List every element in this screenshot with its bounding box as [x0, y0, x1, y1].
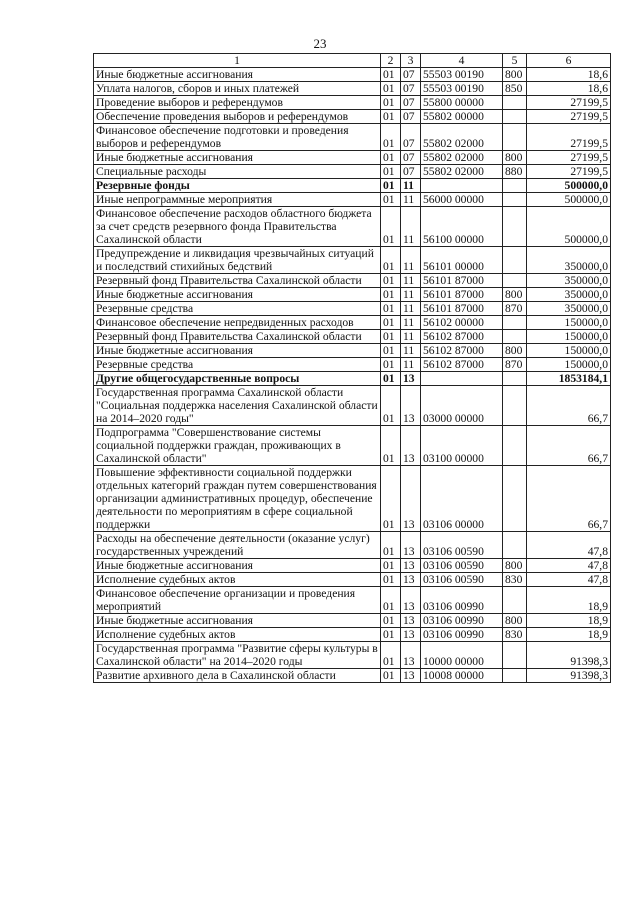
amount-cell: 47,8: [527, 573, 611, 587]
target-article-cell: 56102 87000: [421, 330, 503, 344]
subsection-code-cell: 11: [401, 316, 421, 330]
row-name-cell: Проведение выборов и референдумов: [94, 96, 381, 110]
table-row: [94, 82, 611, 96]
row-name-cell: Повышение эффективности социальной поддержки отдельных категорий граждан путем совершенствования организации административных процедур, обеспечение деятельности по мероприятиям в сфере социальной поддержки: [94, 466, 381, 532]
amount-cell: 350000,0: [527, 288, 611, 302]
expense-type-cell: [503, 466, 527, 532]
section-code-cell: 01: [381, 110, 401, 124]
row-name-cell: Финансовое обеспечение расходов областного бюджета за счет средств резервного фонда Правительства Сахалинской области: [94, 207, 381, 247]
section-code-cell: 01: [381, 669, 401, 683]
subsection-code-cell: 07: [401, 68, 421, 82]
amount-cell: 150000,0: [527, 344, 611, 358]
row-name-cell: Расходы на обеспечение деятельности (оказание услуг) государственных учреждений: [94, 532, 381, 559]
row-name-cell: Обеспечение проведения выборов и референдумов: [94, 110, 381, 124]
column-header: 1: [94, 54, 381, 68]
row-name-cell: Исполнение судебных актов: [94, 628, 381, 642]
table-row: [94, 614, 611, 628]
expense-type-cell: [503, 587, 527, 614]
budget-table: [93, 53, 611, 683]
target-article-cell: 03106 00590: [421, 573, 503, 587]
section-code-cell: 01: [381, 426, 401, 466]
amount-cell: 18,6: [527, 68, 611, 82]
table-row: [94, 628, 611, 642]
table-row: [94, 573, 611, 587]
table-row: [94, 344, 611, 358]
target-article-cell: [421, 179, 503, 193]
target-article-cell: 03100 00000: [421, 426, 503, 466]
target-article-cell: 03106 00990: [421, 628, 503, 642]
row-name-cell: Иные непрограммные мероприятия: [94, 193, 381, 207]
subsection-code-cell: 13: [401, 573, 421, 587]
row-name-cell: Предупреждение и ликвидация чрезвычайных ситуаций и последствий стихийных бедствий: [94, 247, 381, 274]
amount-cell: 66,7: [527, 426, 611, 466]
table-row: [94, 642, 611, 669]
row-name-cell: Иные бюджетные ассигнования: [94, 288, 381, 302]
row-name-cell: Резервные фонды: [94, 179, 381, 193]
amount-cell: 66,7: [527, 466, 611, 532]
subsection-code-cell: 11: [401, 179, 421, 193]
table-row: [94, 124, 611, 151]
expense-type-cell: [503, 179, 527, 193]
amount-cell: 350000,0: [527, 302, 611, 316]
column-header: 4: [421, 54, 503, 68]
subsection-code-cell: 11: [401, 358, 421, 372]
table-row: [94, 247, 611, 274]
target-article-cell: 10008 00000: [421, 669, 503, 683]
row-name-cell: Резервные средства: [94, 358, 381, 372]
table-row: [94, 165, 611, 179]
table-row: [94, 466, 611, 532]
table-row: [94, 669, 611, 683]
expense-type-cell: 800: [503, 151, 527, 165]
column-header: 3: [401, 54, 421, 68]
row-name-cell: Уплата налогов, сборов и иных платежей: [94, 82, 381, 96]
expense-type-cell: [503, 207, 527, 247]
row-name-cell: Резервный фонд Правительства Сахалинской области: [94, 274, 381, 288]
subsection-code-cell: 07: [401, 96, 421, 110]
amount-cell: 18,9: [527, 587, 611, 614]
expense-type-cell: 800: [503, 614, 527, 628]
subsection-code-cell: 11: [401, 193, 421, 207]
row-name-cell: Иные бюджетные ассигнования: [94, 559, 381, 573]
subsection-code-cell: 13: [401, 642, 421, 669]
table-row: [94, 274, 611, 288]
expense-type-cell: 800: [503, 288, 527, 302]
subsection-code-cell: 11: [401, 330, 421, 344]
expense-type-cell: [503, 110, 527, 124]
section-code-cell: 01: [381, 165, 401, 179]
section-code-cell: 01: [381, 124, 401, 151]
subsection-code-cell: 11: [401, 247, 421, 274]
expense-type-cell: 800: [503, 68, 527, 82]
row-name-cell: Резервный фонд Правительства Сахалинской области: [94, 330, 381, 344]
table-row: [94, 587, 611, 614]
target-article-cell: 56101 87000: [421, 302, 503, 316]
table-row: [94, 288, 611, 302]
row-name-cell: Государственная программа Сахалинской области "Социальная поддержка населения Сахалинской области на 2014–2020 годы": [94, 386, 381, 426]
amount-cell: 150000,0: [527, 316, 611, 330]
amount-cell: 18,9: [527, 614, 611, 628]
section-code-cell: 01: [381, 628, 401, 642]
subsection-code-cell: 11: [401, 344, 421, 358]
section-code-cell: 01: [381, 96, 401, 110]
subsection-code-cell: 11: [401, 207, 421, 247]
table-row: [94, 426, 611, 466]
amount-cell: 500000,0: [527, 207, 611, 247]
column-header: 6: [527, 54, 611, 68]
section-code-cell: 01: [381, 573, 401, 587]
section-code-cell: 01: [381, 151, 401, 165]
amount-cell: 66,7: [527, 386, 611, 426]
amount-cell: 27199,5: [527, 151, 611, 165]
expense-type-cell: [503, 330, 527, 344]
table-row: [94, 207, 611, 247]
target-article-cell: 55802 02000: [421, 165, 503, 179]
expense-type-cell: 850: [503, 82, 527, 96]
target-article-cell: 56102 00000: [421, 316, 503, 330]
expense-type-cell: [503, 532, 527, 559]
expense-type-cell: [503, 642, 527, 669]
expense-type-cell: [503, 274, 527, 288]
table-row: [94, 96, 611, 110]
section-code-cell: 01: [381, 372, 401, 386]
target-article-cell: 56102 87000: [421, 358, 503, 372]
amount-cell: 500000,0: [527, 179, 611, 193]
row-name-cell: Другие общегосударственные вопросы: [94, 372, 381, 386]
target-article-cell: 55802 02000: [421, 124, 503, 151]
subsection-code-cell: 13: [401, 372, 421, 386]
section-code-cell: 01: [381, 466, 401, 532]
row-name-cell: Иные бюджетные ассигнования: [94, 344, 381, 358]
subsection-code-cell: 11: [401, 288, 421, 302]
target-article-cell: 55800 00000: [421, 96, 503, 110]
section-code-cell: 01: [381, 614, 401, 628]
section-code-cell: 01: [381, 193, 401, 207]
section-code-cell: 01: [381, 82, 401, 96]
target-article-cell: 55503 00190: [421, 82, 503, 96]
amount-cell: 500000,0: [527, 193, 611, 207]
expense-type-cell: [503, 386, 527, 426]
subsection-code-cell: 13: [401, 386, 421, 426]
table-row: [94, 316, 611, 330]
subsection-code-cell: 13: [401, 669, 421, 683]
column-header: 5: [503, 54, 527, 68]
section-code-cell: 01: [381, 247, 401, 274]
target-article-cell: 03106 00990: [421, 614, 503, 628]
expense-type-cell: [503, 193, 527, 207]
amount-cell: 47,8: [527, 532, 611, 559]
subsection-code-cell: 07: [401, 165, 421, 179]
amount-cell: 350000,0: [527, 274, 611, 288]
expense-type-cell: [503, 316, 527, 330]
column-header: 2: [381, 54, 401, 68]
table-row: [94, 358, 611, 372]
row-name-cell: Иные бюджетные ассигнования: [94, 68, 381, 82]
row-name-cell: Исполнение судебных актов: [94, 573, 381, 587]
expense-type-cell: [503, 372, 527, 386]
amount-cell: 18,6: [527, 82, 611, 96]
subsection-code-cell: 13: [401, 614, 421, 628]
target-article-cell: 55503 00190: [421, 68, 503, 82]
table-row: [94, 302, 611, 316]
expense-type-cell: [503, 96, 527, 110]
target-article-cell: 56101 00000: [421, 247, 503, 274]
page-number: 23: [313, 36, 327, 51]
amount-cell: 47,8: [527, 559, 611, 573]
target-article-cell: 03106 00590: [421, 559, 503, 573]
amount-cell: 91398,3: [527, 642, 611, 669]
subsection-code-cell: 07: [401, 124, 421, 151]
section-code-cell: 01: [381, 386, 401, 426]
section-code-cell: 01: [381, 274, 401, 288]
target-article-cell: 56000 00000: [421, 193, 503, 207]
section-code-cell: 01: [381, 642, 401, 669]
amount-cell: 1853184,1: [527, 372, 611, 386]
subsection-code-cell: 13: [401, 559, 421, 573]
target-article-cell: [421, 372, 503, 386]
target-article-cell: 55802 02000: [421, 151, 503, 165]
subsection-code-cell: 07: [401, 151, 421, 165]
expense-type-cell: 830: [503, 628, 527, 642]
section-code-cell: 01: [381, 587, 401, 614]
expense-type-cell: [503, 247, 527, 274]
expense-type-cell: [503, 669, 527, 683]
table-row: [94, 330, 611, 344]
expense-type-cell: 800: [503, 559, 527, 573]
amount-cell: 150000,0: [527, 358, 611, 372]
target-article-cell: 03106 00590: [421, 532, 503, 559]
amount-cell: 350000,0: [527, 247, 611, 274]
section-code-cell: 01: [381, 68, 401, 82]
section-code-cell: 01: [381, 302, 401, 316]
target-article-cell: 55802 00000: [421, 110, 503, 124]
amount-cell: 27199,5: [527, 124, 611, 151]
amount-cell: 91398,3: [527, 669, 611, 683]
row-name-cell: Специальные расходы: [94, 165, 381, 179]
section-code-cell: 01: [381, 559, 401, 573]
amount-cell: 18,9: [527, 628, 611, 642]
expense-type-cell: 870: [503, 302, 527, 316]
expense-type-cell: [503, 426, 527, 466]
section-code-cell: 01: [381, 330, 401, 344]
target-article-cell: 56102 87000: [421, 344, 503, 358]
expense-type-cell: 830: [503, 573, 527, 587]
subsection-code-cell: 11: [401, 302, 421, 316]
amount-cell: 27199,5: [527, 110, 611, 124]
table-row: [94, 179, 611, 193]
section-code-cell: 01: [381, 358, 401, 372]
amount-cell: 27199,5: [527, 96, 611, 110]
row-name-cell: Иные бюджетные ассигнования: [94, 151, 381, 165]
target-article-cell: 03106 00990: [421, 587, 503, 614]
expense-type-cell: 800: [503, 344, 527, 358]
section-code-cell: 01: [381, 316, 401, 330]
subsection-code-cell: 13: [401, 628, 421, 642]
row-name-cell: Подпрограмма "Совершенствование системы социальной поддержки граждан, проживающих в Сахалинской области": [94, 426, 381, 466]
table-row: [94, 386, 611, 426]
subsection-code-cell: 13: [401, 466, 421, 532]
target-article-cell: 56100 00000: [421, 207, 503, 247]
table-row: [94, 151, 611, 165]
row-name-cell: Развитие архивного дела в Сахалинской области: [94, 669, 381, 683]
row-name-cell: Финансовое обеспечение организации и проведения мероприятий: [94, 587, 381, 614]
table-row: [94, 110, 611, 124]
expense-type-cell: [503, 124, 527, 151]
subsection-code-cell: 07: [401, 82, 421, 96]
row-name-cell: Иные бюджетные ассигнования: [94, 614, 381, 628]
section-code-cell: 01: [381, 344, 401, 358]
target-article-cell: 03000 00000: [421, 386, 503, 426]
subsection-code-cell: 13: [401, 426, 421, 466]
target-article-cell: 56101 87000: [421, 274, 503, 288]
expense-type-cell: 880: [503, 165, 527, 179]
amount-cell: 27199,5: [527, 165, 611, 179]
section-code-cell: 01: [381, 207, 401, 247]
target-article-cell: 56101 87000: [421, 288, 503, 302]
section-code-cell: 01: [381, 288, 401, 302]
target-article-cell: 10000 00000: [421, 642, 503, 669]
subsection-code-cell: 13: [401, 587, 421, 614]
row-name-cell: Резервные средства: [94, 302, 381, 316]
table-row: [94, 68, 611, 82]
expense-type-cell: 870: [503, 358, 527, 372]
subsection-code-cell: 13: [401, 532, 421, 559]
amount-cell: 150000,0: [527, 330, 611, 344]
target-article-cell: 03106 00000: [421, 466, 503, 532]
table-row: [94, 559, 611, 573]
section-code-cell: 01: [381, 179, 401, 193]
row-name-cell: Финансовое обеспечение подготовки и проведения выборов и референдумов: [94, 124, 381, 151]
subsection-code-cell: 11: [401, 274, 421, 288]
table-row: [94, 372, 611, 386]
row-name-cell: Государственная программа "Развитие сферы культуры в Сахалинской области" на 2014–2020 годы: [94, 642, 381, 669]
table-row: [94, 193, 611, 207]
subsection-code-cell: 07: [401, 110, 421, 124]
column-number-header-row: [94, 54, 611, 68]
table-row: [94, 532, 611, 559]
section-code-cell: 01: [381, 532, 401, 559]
row-name-cell: Финансовое обеспечение непредвиденных расходов: [94, 316, 381, 330]
